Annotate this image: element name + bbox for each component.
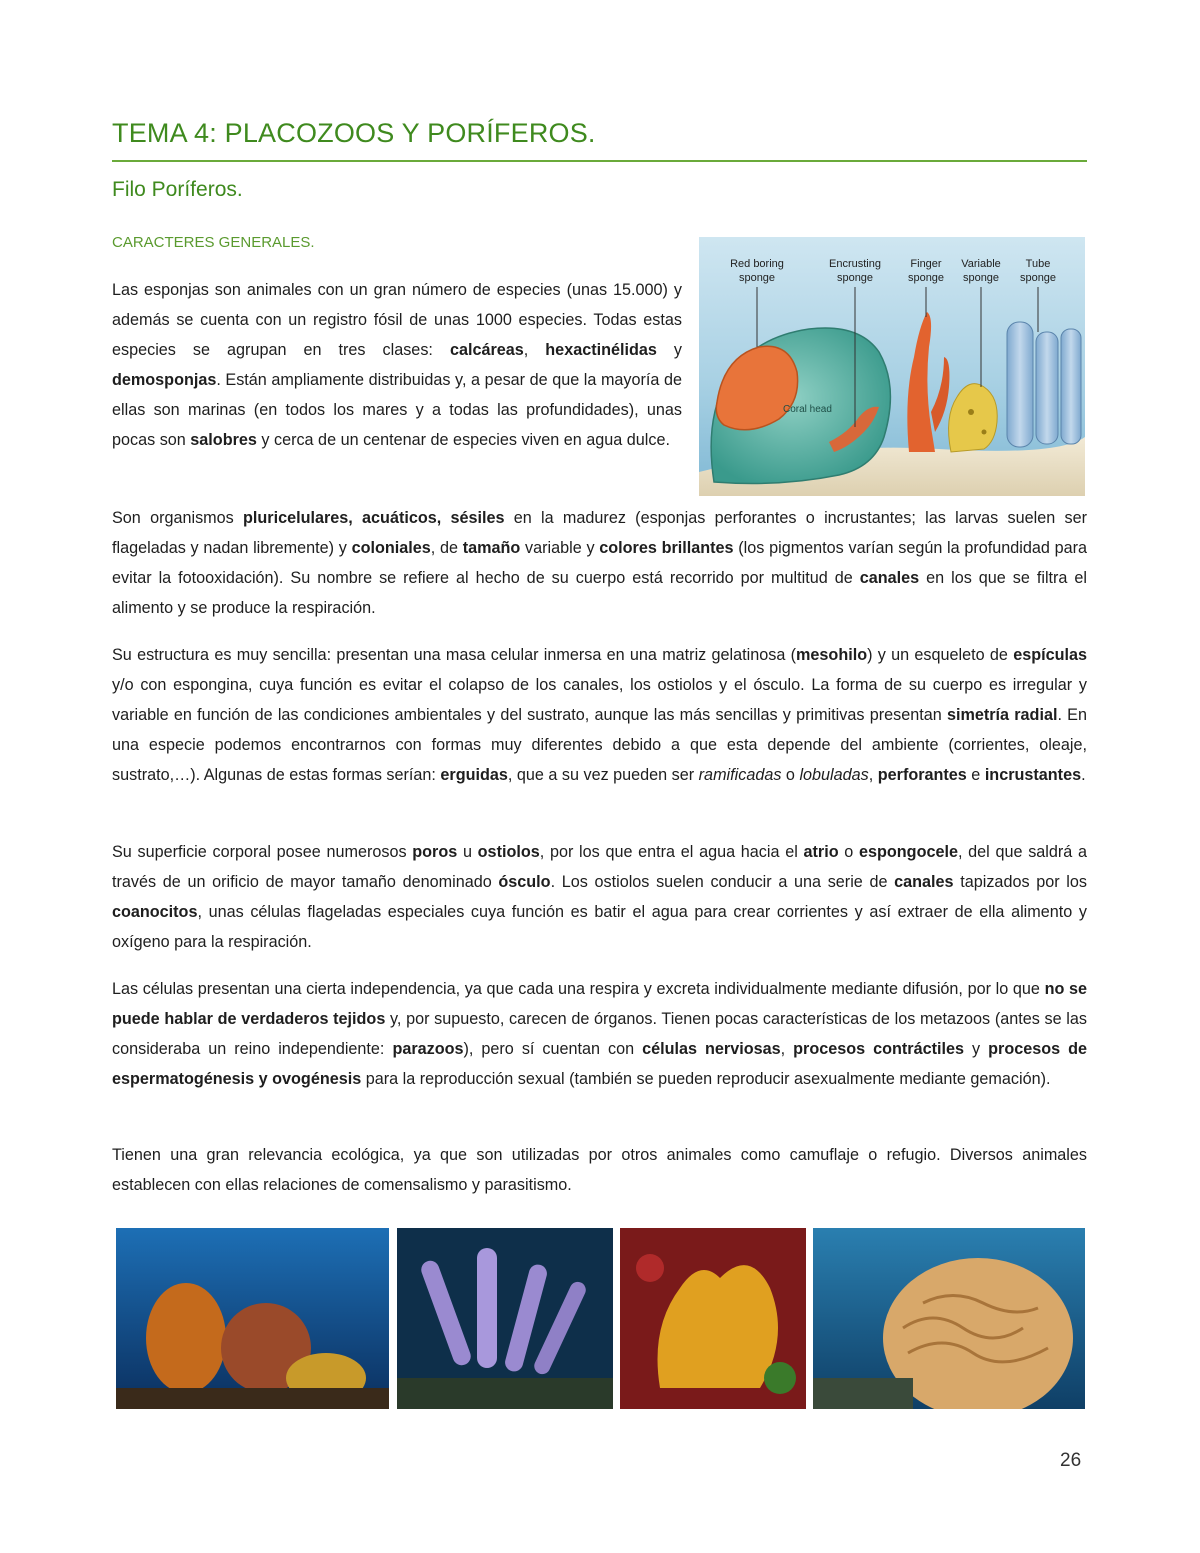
bold-term: colores brillantes bbox=[599, 539, 734, 557]
bold-term: canales bbox=[894, 873, 954, 891]
text-run: y cerca de un centenar de especies viven en agua dulce. bbox=[256, 431, 670, 449]
page-number: 26 bbox=[1060, 1450, 1082, 1471]
text-run: , por los que entra el agua hacia el bbox=[539, 843, 804, 861]
bold-term: incrustantes bbox=[984, 766, 1082, 784]
text-run: , de bbox=[430, 539, 463, 557]
text-run: e bbox=[966, 766, 985, 784]
text-run: . Están ampliamente distribuidas y, a pesar de que la mayoría de ellas son marinas (en todos los mares y a todas las profundidades), unas pocas son bbox=[112, 371, 682, 449]
title-divider bbox=[112, 160, 1087, 162]
text-run: y/o con espongina, cuya función es evitar el colapso de los canales, los ostiolos y el ósculo. La forma de su cuerpo es irregular y variable en función de las condiciones ambientales y del sustrato, aunque las más sencillas y primitivas presentan bbox=[112, 676, 1087, 724]
reef-sponges-svg bbox=[116, 1228, 389, 1409]
label-variable: sponge bbox=[962, 272, 1000, 284]
label-tube: sponge bbox=[1019, 272, 1057, 284]
reef-sponges-photo bbox=[116, 1228, 389, 1409]
paragraph-characteristics bbox=[112, 503, 1087, 623]
bold-term: pluricelulares, acuáticos, sésiles bbox=[243, 509, 505, 527]
paragraph-structure bbox=[112, 640, 1087, 790]
bold-term: calcáreas bbox=[449, 341, 524, 359]
bold-term: coanocitos bbox=[112, 903, 198, 921]
bold-term: poros bbox=[412, 843, 458, 861]
subsection-heading: CARACTERES GENERALES. bbox=[112, 234, 315, 251]
text-run: tapizados por los bbox=[953, 873, 1087, 891]
text-run: , que a su vez pueden ser bbox=[507, 766, 699, 784]
variable-sponge-osculum bbox=[968, 409, 974, 415]
tube-sponge-1 bbox=[1007, 322, 1033, 447]
bold-term: ostiolos bbox=[477, 843, 540, 861]
bold-term: procesos contráctiles bbox=[793, 1040, 965, 1058]
label-tube: Tube bbox=[1025, 258, 1051, 270]
text-run: y, por supuesto, carecen de órganos. Tienen pocas características de los metazoos (antes se las consideraba un reino independiente: bbox=[112, 1010, 1087, 1058]
bold-term: espongocele bbox=[859, 843, 958, 861]
text-run: Tienen una gran relevancia ecológica, ya que son utilizadas por otros animales como camuflaje o refugio. Diversos animales establecen con ellas relaciones de comensalismo y parasitismo. bbox=[112, 1146, 1087, 1194]
page-title: TEMA 4: PLACOZOOS Y PORÍFEROS. bbox=[112, 118, 596, 148]
brain-coral-svg bbox=[813, 1228, 1085, 1409]
bold-term: demosponjas bbox=[112, 371, 217, 389]
label-red-boring: Red boring bbox=[730, 258, 784, 270]
text-run: o bbox=[781, 766, 800, 784]
text-run: en los que se filtra el alimento y se produce la respiración. bbox=[112, 569, 1088, 617]
bold-term: canales bbox=[859, 569, 920, 587]
yellow-sponge-svg bbox=[620, 1228, 806, 1409]
bold-term: atrio bbox=[803, 843, 839, 861]
bold-term: hexactinélidas bbox=[545, 341, 657, 359]
paragraph-cells bbox=[112, 974, 1087, 1094]
tube-sponges-svg bbox=[397, 1228, 613, 1409]
bold-term: no se puede hablar de verdaderos tejidos bbox=[112, 980, 1087, 1028]
text-run: . Los ostiolos suelen conducir a una serie de bbox=[550, 873, 895, 891]
tube-sponges-photo bbox=[397, 1228, 613, 1409]
text-run: ) y un esqueleto de bbox=[867, 646, 1014, 664]
text-run: o bbox=[838, 843, 860, 861]
bold-term: coloniales bbox=[351, 539, 431, 557]
bold-term: simetría radial bbox=[946, 706, 1058, 724]
bold-term: salobres bbox=[190, 431, 257, 449]
text-run: , bbox=[868, 766, 878, 784]
label-coral-head: Coral head bbox=[783, 404, 832, 415]
text-run: (los pigmentos varían según la profundidad para evitar la fotooxidación). Su nombre se refiere al hecho de su cuerpo está recorrido por multitud de bbox=[112, 539, 1088, 587]
text-run: y bbox=[964, 1040, 989, 1058]
text-run: . bbox=[1081, 766, 1086, 784]
label-encrusting: Encrusting bbox=[829, 258, 881, 270]
text-run: Las esponjas son animales con un gran número de especies (unas 15.000) y además se cuenta con un registro fósil de unas 1000 especies. Todas estas especies se agrupan en tres clases: bbox=[112, 281, 682, 359]
text-run: Son organismos bbox=[112, 509, 244, 527]
sponge-types-svg bbox=[699, 237, 1085, 496]
section-subtitle: Filo Poríferos. bbox=[112, 178, 243, 201]
text-run: , unas células flageladas especiales cuya función es batir el agua para crear corrientes y así extraer de ella alimento y oxígeno para la respiración. bbox=[112, 903, 1087, 951]
bold-term: mesohilo bbox=[796, 646, 868, 664]
tube-sponge-2 bbox=[1036, 332, 1058, 444]
label-encrusting: sponge bbox=[836, 272, 874, 284]
bold-term: tamaño bbox=[462, 539, 521, 557]
text-run: , bbox=[523, 341, 546, 359]
bold-term: ósculo bbox=[498, 873, 551, 891]
text-run: u bbox=[457, 843, 478, 861]
label-finger: sponge bbox=[907, 272, 945, 284]
label-variable: Variable bbox=[961, 258, 1001, 270]
bold-term: perforantes bbox=[877, 766, 967, 784]
text-run: . En una especie podemos encontrarnos con formas muy diferentes debido a que esta depende del ambiente (corrientes, oleaje, sustrato,…). Algunas de estas formas serían: bbox=[112, 706, 1087, 784]
text-run: ), pero sí cuentan con bbox=[463, 1040, 643, 1058]
tube-sponge-3 bbox=[1061, 329, 1081, 444]
text-run: en la madurez (esponjas perforantes o incrustantes; las larvas suelen ser flageladas y nadan libremente) y bbox=[112, 509, 1087, 557]
bold-term: procesos de espermatogénesis y ovogénesis bbox=[112, 1040, 1087, 1088]
text-run: para la reproducción sexual (también se pueden reproducir asexualmente mediante gemación). bbox=[361, 1070, 1051, 1088]
label-red-boring: sponge bbox=[738, 272, 776, 284]
sponge-types-illustration bbox=[699, 237, 1085, 496]
bold-term: erguidas bbox=[440, 766, 508, 784]
text-run: y bbox=[656, 341, 682, 359]
text-run: , bbox=[780, 1040, 794, 1058]
italic-term: lobuladas bbox=[799, 766, 869, 784]
paragraph-ecology bbox=[112, 1140, 1087, 1200]
label-finger: Finger bbox=[910, 258, 942, 270]
text-run: , del que saldrá a través de un orificio de mayor tamaño denominado bbox=[112, 843, 1087, 891]
yellow-sponge-photo bbox=[620, 1228, 806, 1409]
bold-term: células nerviosas bbox=[642, 1040, 781, 1058]
text-run: Su estructura es muy sencilla: presentan una masa celular inmersa en una matriz gelatinosa ( bbox=[112, 646, 797, 664]
bold-term: espículas bbox=[1013, 646, 1088, 664]
variable-sponge-osculum bbox=[982, 430, 987, 435]
italic-term: ramificadas bbox=[698, 766, 782, 784]
text-run: Las células presentan una cierta independencia, ya que cada una respira y excreta individualmente mediante difusión, por lo que bbox=[112, 980, 1045, 998]
paragraph-intro bbox=[112, 275, 682, 455]
paragraph-surface bbox=[112, 837, 1087, 957]
text-run: variable y bbox=[520, 539, 600, 557]
bold-term: parazoos bbox=[392, 1040, 464, 1058]
brain-coral-photo bbox=[813, 1228, 1085, 1409]
text-run: Su superficie corporal posee numerosos bbox=[112, 843, 413, 861]
